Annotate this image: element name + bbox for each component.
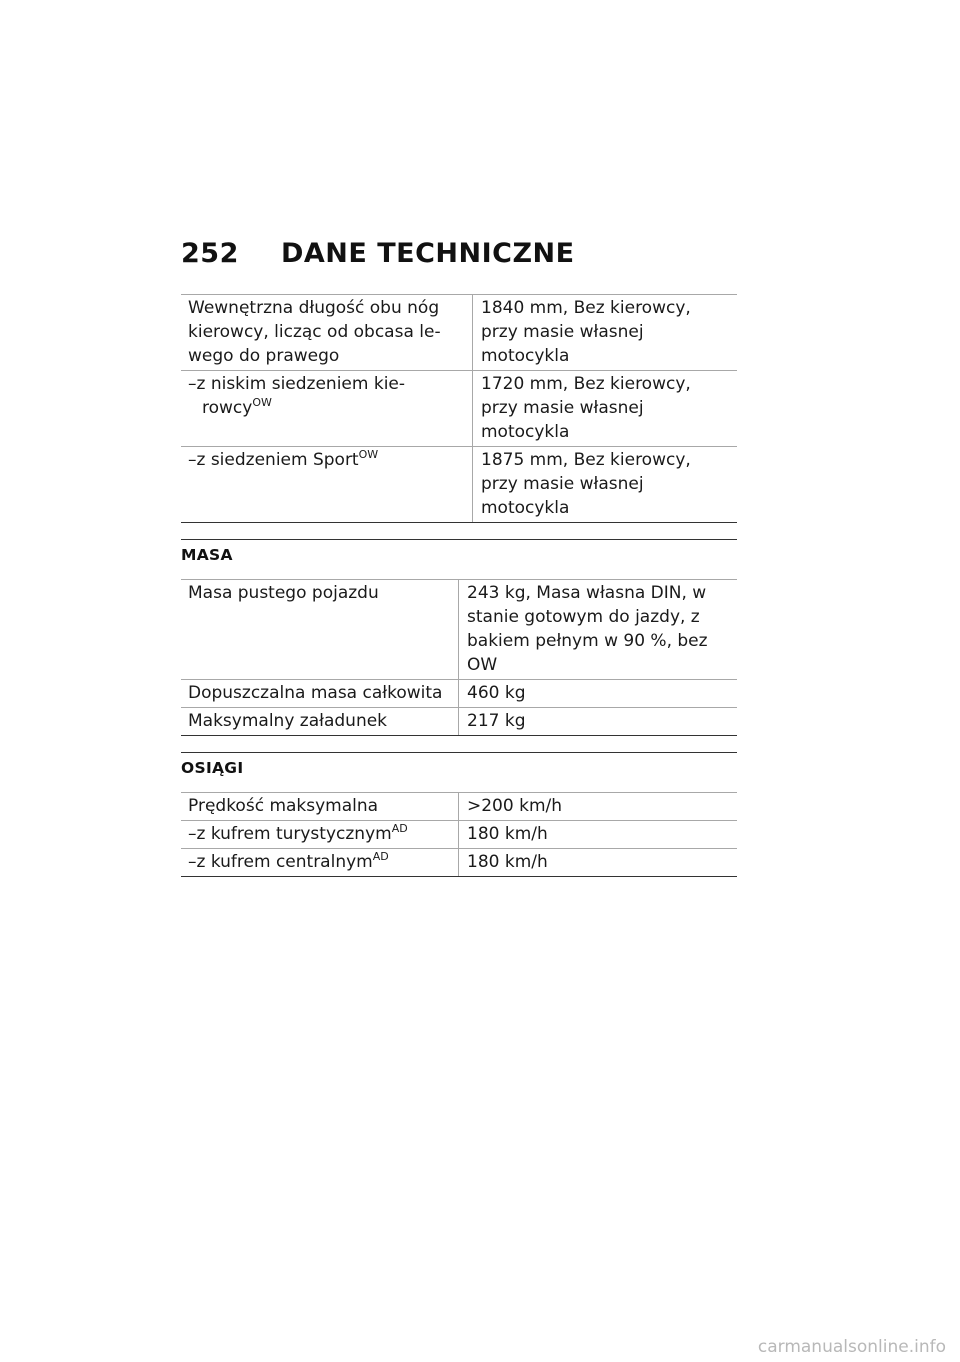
row-value: 1875 mm, Bez kierowcy, przy masie własnej motocykla [473,447,738,523]
page-title: DANE TECHNICZNE [281,238,575,269]
dimensions-table [181,294,737,523]
row-value: >200 km/h [459,793,738,821]
row-label: –z niskim siedzeniem kie-rowcy$^{OW}$ [181,371,473,447]
section-title-masa: MASA [181,539,737,579]
superscript-note: OW [358,448,379,461]
row-value: 243 kg, Masa własna DIN, w stanie gotowym do jazdy, z bakiem pełnym w 90 %, bez OW [459,580,738,680]
row-label: Wewnętrzna długość obu nóg kierowcy, licząc od obcasa le-wego do prawego [181,295,473,371]
row-value: 217 kg [459,708,738,736]
superscript-note: AD [372,850,389,863]
osiagi-table [181,792,737,877]
table-row [181,580,737,680]
row-label: –z siedzeniem Sport$^{OW}$ [181,447,473,523]
watermark: carmanualsonline.info [757,1337,946,1357]
superscript-note: OW [252,396,272,409]
row-label: Maksymalny załadunek [181,708,459,736]
table-row [181,447,737,523]
table-row [181,295,737,371]
table-row [181,793,737,821]
row-label: Prędkość maksymalna [181,793,459,821]
row-label: Masa pustego pojazdu [181,580,459,680]
table-row [181,708,737,736]
row-value: 1720 mm, Bez kierowcy, przy masie własnej motocykla [473,371,738,447]
row-label: –z kufrem centralnym$^{AD}$ [181,849,459,877]
row-label: Dopuszczalna masa całkowita [181,680,459,708]
section-title-osiagi: OSIĄGI [181,752,737,792]
superscript-note: AD [391,822,408,835]
row-label: –z kufrem turystycznym$^{AD}$ [181,821,459,849]
table-row [181,680,737,708]
row-value: 1840 mm, Bez kierowcy, przy masie własnej motocykla [473,295,738,371]
row-value: 180 km/h [459,849,738,877]
masa-table [181,579,737,736]
table-row [181,821,737,849]
table-row [181,849,737,877]
row-value: 180 km/h [459,821,738,849]
content [181,294,737,877]
row-value: 460 kg [459,680,738,708]
page-number: 252 [181,238,239,269]
page-header [181,238,575,269]
table-row [181,371,737,447]
